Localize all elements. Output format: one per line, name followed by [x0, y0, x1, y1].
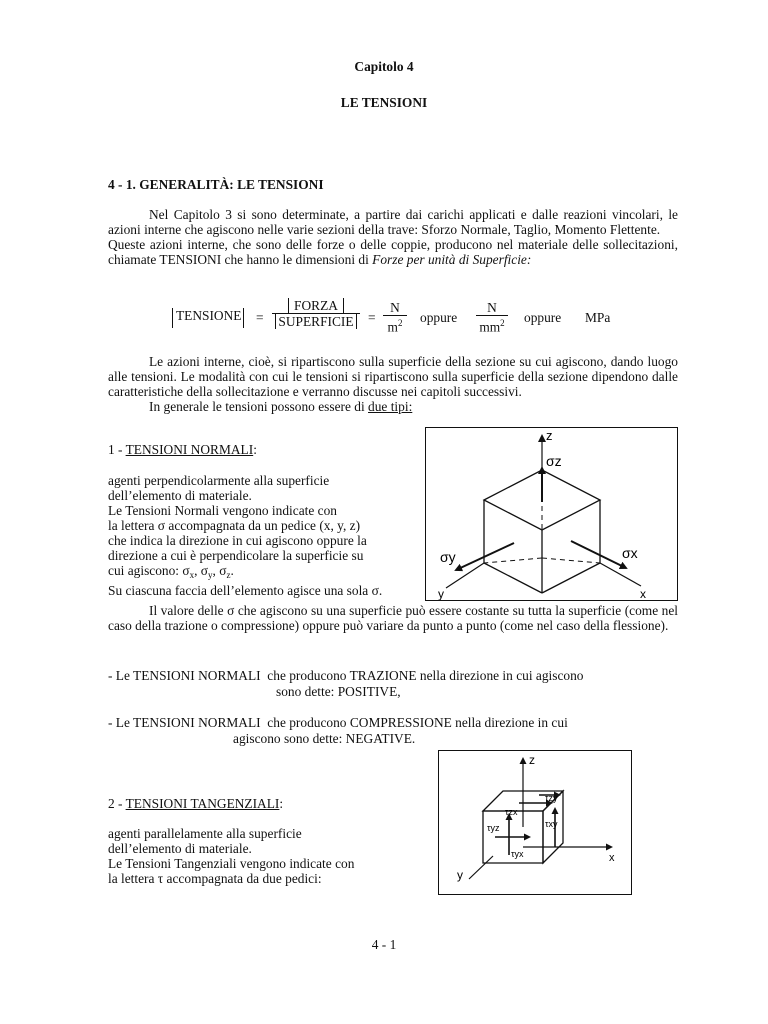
- body-paragraph: [108, 354, 678, 414]
- oppure-2: oppure: [524, 310, 562, 325]
- tangenziali-line-3: Le Tensioni Tangenziali vengono indicate con: [108, 856, 355, 871]
- normali-line-4: la lettera σ accompagnata da un pedice (x, y, z): [108, 518, 361, 533]
- normali-line-7: cui agiscono: $\sigma_x$, $\sigma_y$, $\sigma_z$.: [108, 563, 234, 580]
- normali-line-2: dell’elemento di materiale.: [108, 488, 252, 503]
- tau-zy-label: τzy: [545, 793, 558, 803]
- normali-line-3: Le Tensioni Normali vengono indicate con: [108, 503, 337, 518]
- tau-zx-label: τzx: [505, 807, 518, 817]
- normali-colon: :: [253, 442, 257, 457]
- shear-x-label: x: [609, 852, 615, 864]
- positive-line-2: sono dette: POSITIVE,: [276, 684, 401, 699]
- intro-text-2-italic: Forze per unità di Superficie:: [372, 252, 532, 267]
- x-axis-label: x: [640, 587, 646, 600]
- intro-text-2-lead: Queste azioni interne, che sono delle forze o delle coppie, producono nel materiale delle sollecitazioni, chiamate TENSIONI che hanno le dimensioni di: [108, 237, 678, 267]
- tau-yx-label: τyx: [511, 849, 524, 859]
- sigma-y-label: σy: [440, 549, 456, 565]
- x-axis: [600, 563, 641, 586]
- intro-text-1: Nel Capitolo 3 si sono determinate, a partire dai carichi applicati e dalle reazioni vincolari, le azioni interne che agiscono nelle varie sezioni della trave: Sforzo Normale, Taglio, Momento Flettente.: [108, 207, 678, 237]
- formula-tensione: [172, 308, 244, 328]
- formula-fraction-nmm2: [476, 300, 508, 334]
- mpa-unit: MPa: [585, 310, 611, 325]
- shear-z-label: z: [529, 753, 535, 767]
- tangenziali-colon: :: [279, 796, 284, 811]
- negative-line-2: agiscono sono dette: NEGATIVE.: [233, 731, 416, 746]
- superficie-denominator: SUPERFICIE: [275, 314, 357, 329]
- sigma-x-label: σx: [622, 545, 638, 561]
- formula-fraction-forza: [272, 298, 360, 329]
- positive-line-1: - Le TENSIONI NORMALI che producono TRAZIONE nella direzione in cui agiscono: [108, 668, 584, 683]
- normali-heading: [108, 442, 257, 457]
- normali-number: 1 -: [108, 442, 126, 457]
- figure-shear-stresses: [438, 750, 632, 895]
- normali-line-1: agenti perpendicolarmente alla superficie: [108, 473, 330, 488]
- body-text-4-lead: In generale le tensioni possono essere di: [149, 399, 369, 414]
- tangenziali-line-2: dell’elemento di materiale.: [108, 841, 252, 856]
- cube-shear-stress-diagram: [439, 751, 631, 894]
- normali-line-5: che indica la direzione in cui agiscono oppure la: [108, 533, 367, 548]
- section-heading: 4 - 1. GENERALITÀ: LE TENSIONI: [108, 177, 324, 192]
- sigma-z-label: σz: [546, 453, 562, 469]
- shear-y-axis: [469, 856, 493, 879]
- page-number: 4 - 1: [371, 937, 397, 952]
- body-text-4: [108, 399, 678, 414]
- tangenziali-heading: [108, 796, 283, 811]
- tangenziali-line-1: agenti parallelamente alla superficie: [108, 826, 302, 841]
- m2-denominator: $m^2$: [387, 318, 403, 335]
- body-text-3: Le azioni interne, cioè, si ripartiscono sulla superficie della sezione su cui agiscono, dando luogo alle tensioni. Le modalità con cui le tensioni si ripartiscono sulla superficie della sezione dipendono dalle caratteristiche della sollecitazione e verranno discusse nei capitoli successivi.: [108, 354, 678, 399]
- mm2-denominator: $mm^2$: [479, 318, 505, 335]
- oppure-1: oppure: [420, 310, 458, 325]
- tangenziali-line-4: la lettera τ accompagnata da due pedici:: [108, 871, 322, 886]
- normali-description: [108, 473, 408, 598]
- normali-line-6: direzione a cui è perpendicolare la superficie su: [108, 548, 364, 563]
- figure-normal-stresses: [425, 427, 678, 601]
- tangenziali-number: 2 -: [108, 796, 126, 811]
- shear-y-label: y: [457, 868, 463, 882]
- intro-text-2: [108, 237, 678, 267]
- sigma-y-arrow: [456, 543, 514, 570]
- formula-eq-1: =: [256, 310, 264, 325]
- y-axis-label: y: [438, 587, 444, 600]
- tensione-label: TENSIONE: [176, 308, 242, 323]
- body-text-4-underlined: due tipi:: [368, 399, 413, 414]
- formula-fraction-nm2: [383, 300, 407, 334]
- n-numerator-1: N: [390, 300, 400, 315]
- formula-eq-2: =: [368, 310, 376, 325]
- forza-numerator: FORZA: [288, 298, 344, 313]
- tangenziali-title: TENSIONI TANGENZIALI: [125, 796, 280, 811]
- intro-paragraph: [108, 207, 678, 267]
- n-numerator-2: N: [487, 300, 497, 315]
- negative-line-1: - Le TENSIONI NORMALI che producono COMPRESSIONE nella direzione in cui: [108, 715, 568, 730]
- tangenziali-description: [108, 826, 408, 886]
- tau-xy-label: τxy: [545, 819, 558, 829]
- normali-line-8: Su ciascuna faccia dell’elemento agisce una sola σ.: [108, 583, 383, 598]
- sigma-value-text: Il valore delle σ che agiscono su una superficie può essere costante su tutta la superficie (come nel caso della trazione o compressione) oppure può variare da punto a punto (come nel caso della flessione).: [108, 603, 678, 633]
- chapter-label: Capitolo 4: [354, 59, 414, 74]
- tau-yz-label: τyz: [487, 823, 500, 833]
- cube-normal-stress-diagram: [426, 428, 677, 600]
- z-axis-label: z: [546, 428, 553, 443]
- normali-title: TENSIONI NORMALI: [125, 442, 254, 457]
- sigma-value-paragraph: [108, 603, 678, 633]
- chapter-title: LE TENSIONI: [340, 95, 428, 110]
